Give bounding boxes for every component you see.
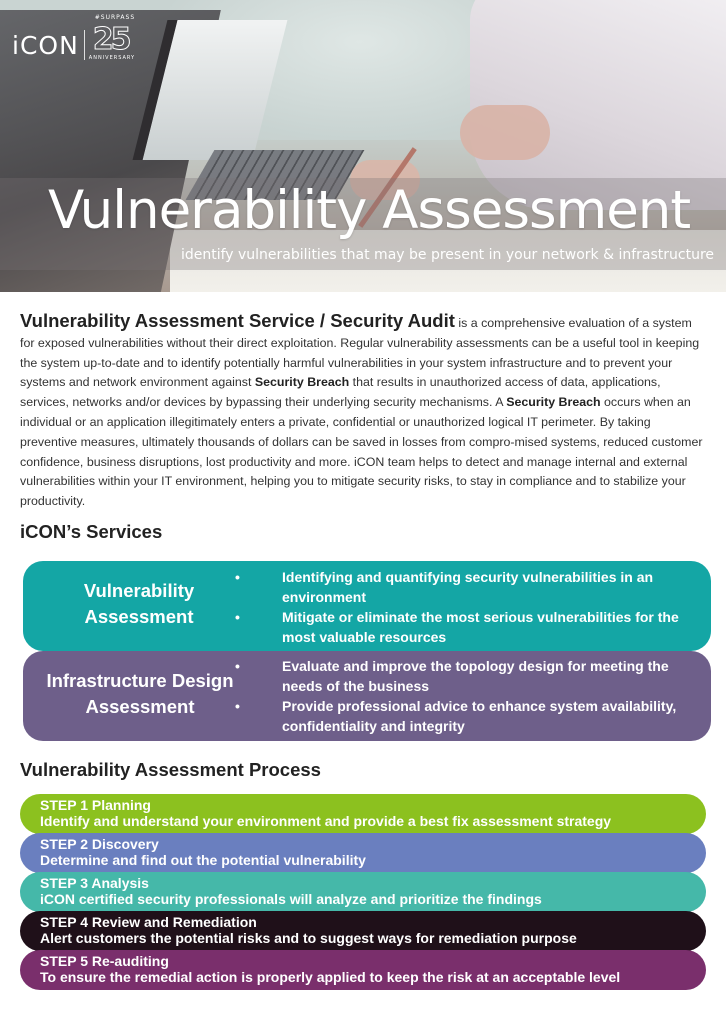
service-bullet: [235, 656, 702, 696]
hero-hand: [460, 105, 550, 160]
intro-lead: Vulnerability Assessment Service / Security Audit: [20, 310, 455, 331]
service-name-line-1: Vulnerability: [83, 580, 195, 601]
hero-banner: [0, 0, 726, 292]
anniversary-badge: [88, 14, 141, 68]
process-step-1: [20, 794, 706, 834]
service-bullet-text: Mitigate or eliminate the most serious vulnerabilities for the most valuable resources: [282, 609, 679, 645]
service-bullet-text: Identifying and quantifying security vulnerabilities in an environment: [282, 569, 654, 605]
icon-logo: [12, 14, 141, 68]
step-description: Determine and find out the potential vulnerability: [40, 852, 366, 868]
page-title: Vulnerability Assessment: [48, 180, 691, 241]
intro-bold-1: Security Breach: [254, 375, 350, 390]
intro-text-3: occurs when an individual or an application illegitimately enters a private, confidential or unauthorized logical IT perimeter. By taking preventive measures, ultimately thousands of dollars can be saved in losses from compro-mised systems, reduced customer confidence, business disruptions, lost productivity and more. iCON team helps to detect and manage internal and external vulnerabilities within your IT environment, helping you to mitigate security risks, to stay in compliance and to stabilize your productivity.: [20, 395, 703, 509]
service-card-infrastructure: [23, 651, 711, 741]
step-label: STEP 5 Re-auditing: [40, 953, 169, 969]
process-step-2: [20, 833, 706, 873]
anniversary-number: 25: [92, 22, 129, 57]
intro-text-1: is a comprehensive evaluation of a system for exposed vulnerabilities without their direct exploitation. Regular vulnerability assessments can be a useful tool in keeping the system up-to-date and to identify potentially harmful vulnerabilities in your system infrastructure and to prevent your systems and network environment against: [20, 316, 700, 390]
step-label: STEP 3 Analysis: [40, 875, 149, 891]
service-bullet: [235, 567, 702, 607]
intro-bold-2: Security Breach: [506, 395, 601, 410]
intro-paragraph: [20, 311, 706, 512]
anniversary-bottom-text: ANNIVERSARY: [88, 55, 136, 61]
service-name-line-2: Assessment: [85, 696, 195, 717]
logo-text: iCON: [12, 30, 79, 60]
service-bullet: [235, 696, 702, 736]
logo-divider: [84, 30, 85, 60]
process-step-4: [20, 911, 706, 951]
bullet-icon: •: [235, 698, 240, 714]
service-name: [15, 668, 265, 720]
service-bullets: [235, 656, 702, 736]
service-name-line-2: Assessment: [84, 606, 194, 627]
services-title: iCON’s Services: [20, 521, 163, 542]
service-name-line-1: Infrastructure Design: [46, 670, 234, 691]
step-label: STEP 2 Discovery: [40, 836, 159, 852]
bullet-icon: •: [235, 658, 240, 674]
service-card-vulnerability: [23, 561, 711, 651]
service-name: [23, 578, 255, 630]
bullet-icon: •: [235, 609, 240, 625]
step-description: Identify and understand your environment and provide a best fix assessment strategy: [40, 813, 612, 829]
process-title: Vulnerability Assessment Process: [20, 759, 321, 780]
process-step-5: [20, 950, 706, 990]
step-label: STEP 1 Planning: [40, 797, 151, 813]
step-description: To ensure the remedial action is properly applied to keep the risk at an acceptable level: [40, 969, 621, 985]
anniversary-top-text: #SURPASS: [94, 14, 136, 21]
process-step-3: [20, 872, 706, 912]
service-bullet-text: Evaluate and improve the topology design for meeting the needs of the business: [282, 658, 669, 694]
service-bullet: [235, 607, 702, 647]
page-subtitle: identify vulnerabilities that may be present in your network & infrastructure: [180, 247, 714, 263]
step-description: Alert customers the potential risks and to suggest ways for remediation purpose: [40, 930, 577, 946]
step-description: iCON certified security professionals will analyze and prioritize the findings: [40, 891, 542, 907]
step-label: STEP 4 Review and Remediation: [40, 914, 257, 930]
bullet-icon: •: [235, 569, 240, 585]
intro-text-2: that results in unauthorized access of data, applications, services, networks and/or devices by bypassing their underlying security mechanisms. A: [20, 375, 661, 410]
service-bullets: [235, 567, 702, 647]
service-bullet-text: Provide professional advice to enhance system availability, confidentiality and integrity: [282, 698, 677, 734]
